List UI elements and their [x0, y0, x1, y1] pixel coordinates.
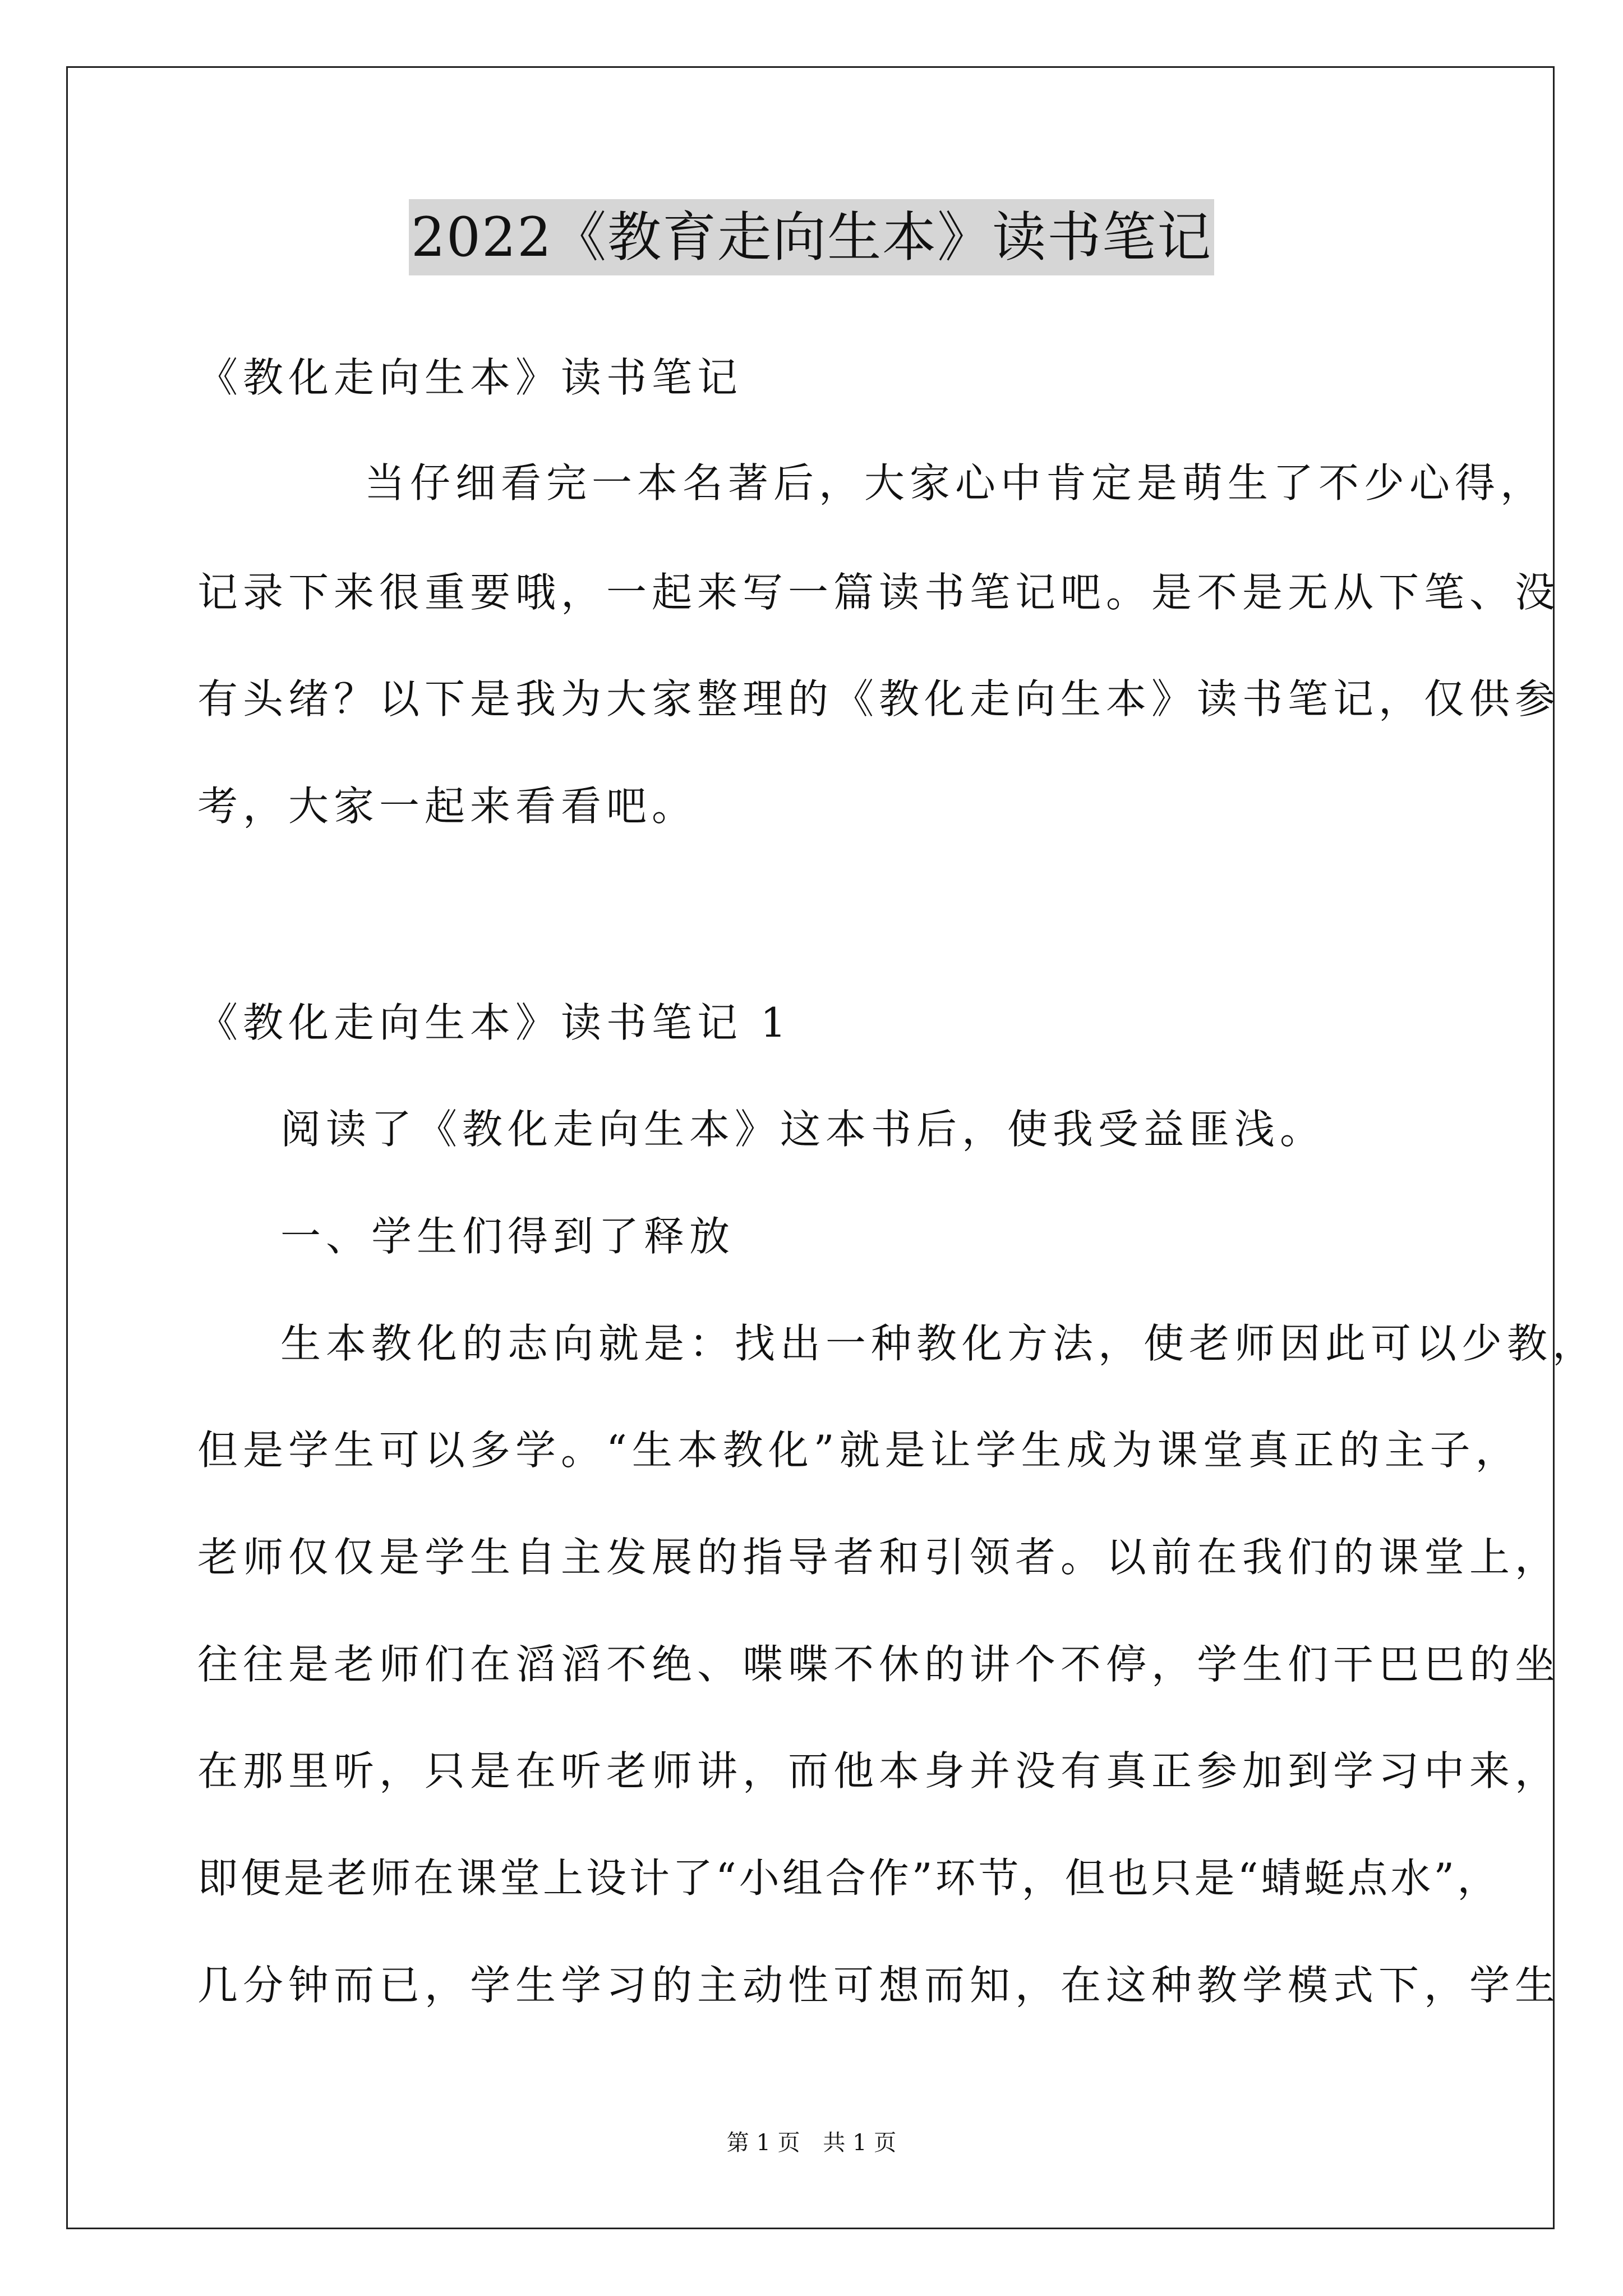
section-heading: 《教化走向生本》读书笔记 — [197, 354, 743, 401]
paragraph-line: 记录下来很重要哦，一起来写一篇读书笔记吧。是不是无从下笔、没 — [197, 569, 1561, 616]
paragraph-line: 考，大家一起来看看吧。 — [197, 783, 698, 830]
subheading: 一、学生们得到了释放 — [280, 1213, 735, 1260]
document-title: 2022《教育走向生本》读书笔记 — [409, 199, 1214, 275]
paragraph-line: 往往是老师们在滔滔不绝、喋喋不休的讲个不停，学生们干巴巴的坐 — [197, 1641, 1561, 1688]
paragraph-line: 有头绪？以下是我为大家整理的《教化走向生本》读书笔记，仅供参 — [197, 675, 1561, 723]
paragraph-line: 但是学生可以多学。“生本教化”就是让学生成为课堂真正的主子， — [197, 1427, 1521, 1474]
paragraph-line: 阅读了《教化走向生本》这本书后，使我受益匪浅。 — [280, 1106, 1326, 1153]
paragraph-line: 当仔细看完一本名著后，大家心中肯定是萌生了不少心得， — [365, 459, 1546, 507]
page-number: 第 1 页 — [726, 2130, 800, 2156]
paragraph-line: 几分钟而已，学生学习的主动性可想而知，在这种教学模式下，学生 — [197, 1962, 1561, 2009]
paragraph-line: 老师仅仅是学生自主发展的指导者和引领者。以前在我们的课堂上， — [197, 1534, 1561, 1581]
section-heading: 《教化走向生本》读书笔记 1 — [197, 999, 791, 1046]
page-footer — [0, 2129, 1623, 2157]
title-container — [0, 199, 1623, 275]
paragraph-line: 即便是老师在课堂上设计了“小组合作”环节，但也只是“蜻蜓点水”， — [197, 1855, 1501, 1902]
page-total: 共 1 页 — [823, 2130, 897, 2156]
paragraph-line: 在那里听，只是在听老师讲，而他本身并没有真正参加到学习中来， — [197, 1747, 1561, 1795]
paragraph-line: 生本教化的志向就是：找出一种教化方法，使老师因此可以少教， — [280, 1320, 1598, 1367]
